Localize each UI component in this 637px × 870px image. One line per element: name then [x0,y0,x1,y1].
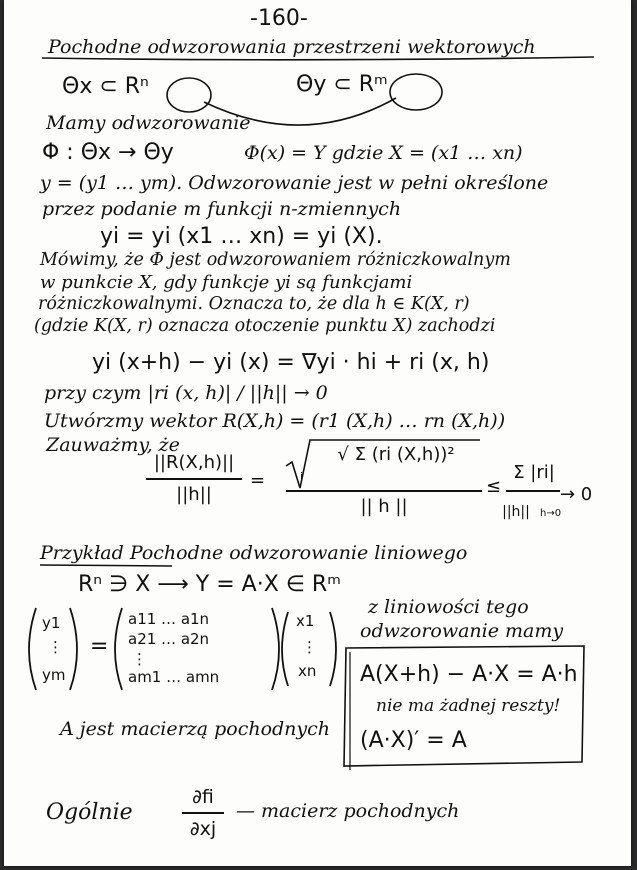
text-line: w punkcie X, gdy funkcje yi są funkcjami [40,272,413,293]
vector-entry: ⋮ [302,638,317,656]
text-line: różniczkowalnymi. Oznacza to, że dla h ∈ K(X, r) [38,294,470,314]
partial-num: ∂fi [192,786,214,808]
note-line: z liniowości tego [368,596,529,618]
y-paren-right [70,608,77,690]
jacobian-statement: A jest macierzą pochodnych [60,718,331,740]
no-remainder-note: nie ma żadnej reszty! [376,696,561,716]
vector-entry: xn [298,662,317,680]
fraction-num-1: ||R(X,h)|| [153,452,235,473]
fraction-den-2: || h || [360,496,408,517]
text-line: (gdzie K(X, r) oznacza otoczenie punktu X) zachodzi [34,316,496,336]
example-underline [40,565,172,566]
general-description: — macierz pochodnych [236,800,460,822]
partial-bar [182,812,224,814]
component-functions: yi = yi (x1 … xn) = yi (X). [100,224,383,249]
note-line: odwzorowanie mamy [360,620,564,642]
page-number: -160- [250,6,308,31]
partial-den: ∂xj [189,818,217,840]
text-line: Mamy odwzorowanie [46,112,251,134]
codomain-set-label: Θy ⊂ Rᵐ [296,72,388,97]
example-heading: Przykład Pochodne odwzorowanie liniowego [40,542,468,564]
matrix-row: a21 … a2n [128,630,210,648]
a-paren-right [272,608,279,690]
equals-sign: = [90,634,109,659]
matrix-row: am1 … amn [128,668,220,686]
vector-entry: x1 [296,612,315,630]
domain-set-oval [167,78,211,112]
fraction-num-3: Σ |ri| [513,462,555,483]
limit-subscript: h→0 [540,508,562,519]
linear-map: Rⁿ ∋ X ⟶ Y = A·X ∈ Rᵐ [78,572,341,597]
a-paren-left [115,608,122,690]
mapping-definition: Φ : Θx → Θy [42,140,174,165]
matrix-row: a11 … a1n [128,610,210,628]
general-label: Ogólnie [46,800,133,825]
text-line: Mówimy, że Φ jest odwzorowaniem różniczkowalnym [40,250,511,270]
codomain-set-oval [390,74,442,110]
vector-entry: ⋮ [48,638,63,656]
domain-set-label: Θx ⊂ Rⁿ [62,74,149,99]
mapping-formula: Φ(x) = Y gdzie X = (x1 … xn) [244,142,523,164]
x-paren-right [330,612,336,686]
fraction-den-1: ||h|| [176,484,212,505]
text-line: przez podanie m funkcji n-zmiennych [42,198,402,220]
vector-entry: y1 [42,614,61,632]
fraction-bar-1 [146,478,242,480]
linearity-equation: A(X+h) − A·X = A·h [360,662,578,687]
text-line: przy czym |ri (x, h)| / ||h|| → 0 [44,382,328,404]
x-paren-left [282,612,288,686]
matrix-row: ⋮ [132,650,147,668]
fraction-num-2: √ Σ (ri (X,h))² [337,444,455,465]
differential-equation: yi (x+h) − yi (x) = ∇yi · hi + ri (x, h) [92,350,490,375]
equals-sign: = [250,470,266,491]
text-line: Utwórzmy wektor R(X,h) = (r1 (X,h) … rn (X,h)) [44,410,506,432]
notebook-page [4,0,631,866]
fraction-bar-3 [506,490,560,492]
derivative-result: (A·X)′ = A [360,728,467,753]
y-paren-left [29,608,36,690]
limit-arrow: → 0 [560,484,593,505]
sum-index: i [300,470,304,483]
fraction-bar-2 [286,490,482,492]
page-title: Pochodne odwzorowania przestrzeni wektorowych [48,36,536,58]
less-equal-sign: ≤ [486,476,502,497]
vector-entry: ym [42,666,66,684]
fraction-den-3: ||h|| [502,504,530,520]
text-line: Zauważmy, że [46,434,180,456]
text-line: y = (y1 … ym). Odwzorowanie jest w pełni określone [40,172,549,194]
